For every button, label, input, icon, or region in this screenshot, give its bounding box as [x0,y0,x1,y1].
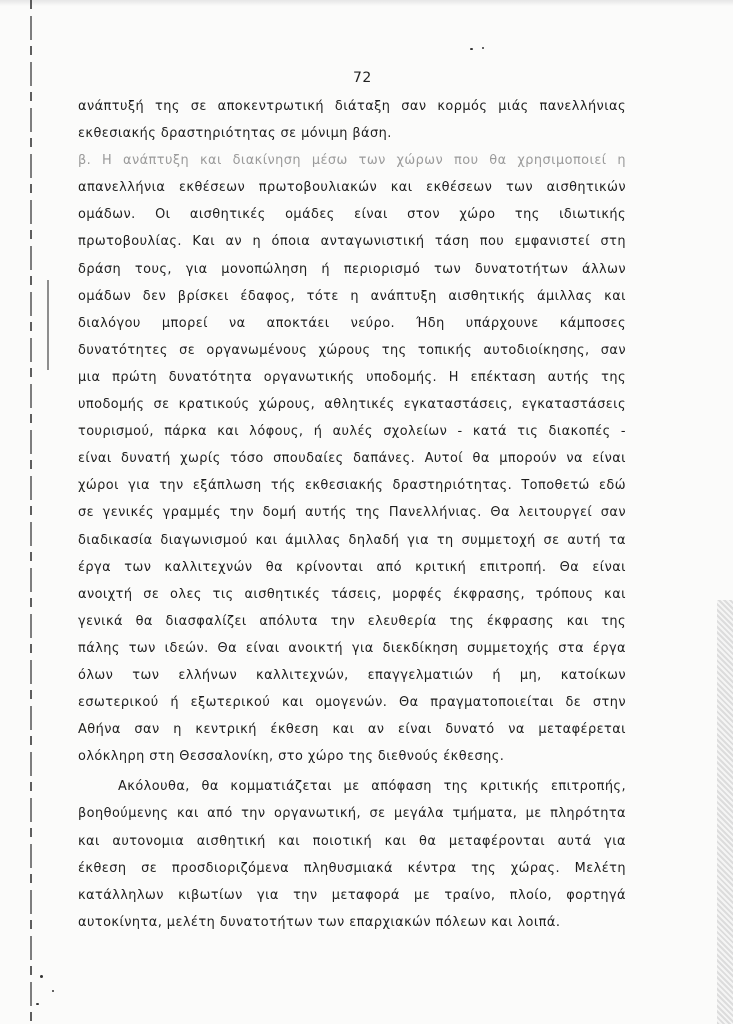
text-line: πάλης των ιδεών. Θα είναι ανοικτή για διεκδίκηση συμμετοχής στα έργα [78,640,626,656]
text-line: μια πρώτη δυνατότητα οργανωτικής υποδομής. Η επέκταση αυτής της [78,369,626,385]
text-line: ανάπτυξή της σε αποκεντρωτική διάταξη σαν κορμός μιάς πανελλήνιας [78,99,626,114]
scan-speck [470,48,473,50]
text-line: πρωτοβουλίας. Και αν η όποια ανταγωνιστική τάση που εμφανιστεί στη [78,234,626,250]
text-line: Ακόλουθα, θα κομματιάζεται με απόφαση της κριτικής επιτροπής, [118,779,626,795]
body-text [78,93,626,936]
text-line: ομάδων. Οι αισθητικές ομάδες είναι στον χώρο της ιδιωτικής [78,207,626,223]
scan-left-edge-artifact [30,0,32,1024]
text-line: αυτοκίνητα, μελέτη δυνατοτήτων των επαρχιακών πόλεων και λοιπά. [78,914,561,930]
text-line: γενικά θα διασφαλίζει απόλυτα την ελευθερία της έκφρασης και της [78,613,626,629]
scan-top-shadow [0,0,733,6]
text-line: εσωτερικού ή εξωτερικού και ομογενών. Θα πραγματοποιείται δε στην [78,695,626,711]
text-line: διαδικασία διαγωνισμού και άμιλλας δηλαδή για τη συμμετοχή σε αυτή τα [78,532,626,548]
text-line: είναι δυνατή χωρίς τόσο σπουδαίες δαπάνες. Αυτοί θα μπορούν να είναι [78,451,626,467]
text-line-faded: β. Η ανάπτυξη και διακίνηση μέσω των χώρων που θα χρησιμοποιεί η [78,153,626,169]
text-line: Αθήνα σαν η κεντρική έκθεση και αν είναι δυνατό να μεταφέρεται [78,722,626,738]
text-line: δράση τους, για μονοπώληση ή περιορισμό των δυνατοτήτων άλλων [78,261,626,277]
scan-left-mark-artifact [47,280,49,370]
text-line: εκθεσιακής δραστηριότητας σε μόνιμη βάση. [78,126,392,142]
text-line: και αυτονομια αισθητική και ποιοτική και θα μεταφέρονται αυτά για [78,833,626,849]
text-line: δυνατότητες σε οργανωμένους χώρους της τοπικής αυτοδιοίκησης, σαν [78,342,626,358]
text-line: έκθεση σε προσδιοριζόμενα πληθυσμιακά κέντρα της χώρας. Μελέτη [78,860,626,876]
text-line: διαλόγου μπορεί να αποκτάει νεύρο. Ήδη υπάρχουνε κάμποσες [78,315,626,331]
text-line: σε γενικές γραμμές την δομή αυτής της Πανελλήνιας. Θα λειτουργεί σαν [78,505,626,521]
scan-right-noise-artifact [717,600,733,1024]
text-line: ολόκληρη στη Θεσσαλονίκη, στο χώρο της διεθνούς έκθεσης. [78,749,505,765]
text-line: ομάδων δεν βρίσκει έδαφος, τότε η ανάπτυξη αισθητικής άμιλλας και [78,288,626,304]
text-line: απανελλήνια εκθέσεων πρωτοβουλιακών και εκθέσεων των αισθητικών [78,180,626,196]
text-line: ανοιχτή σε ολες τις αισθητικές τάσεις, μορφές έκφρασης, τρόπους και [78,586,626,602]
scan-speck [36,1003,39,1005]
scan-speck [40,975,43,978]
text-line: βοηθούμενης και από την οργανωτική, σε μεγάλα τμήματα, με πληρότητα [78,806,626,822]
text-line: χώροι για την εξάπλωση τής εκθεσιακής δραστηριότητας. Τοποθετώ εδώ [78,478,626,494]
text-line: υποδομής σε κρατικούς χώρους, αθλητικές εγκαταστάσεις, εγκαταστάσεις [78,397,626,413]
text-line: κατάλληλων κιβωτίων για την μεταφορά με τραίνο, πλοίο, φορτηγά [78,887,626,903]
text-line: έργα των καλλιτεχνών θα κρίνονται από κριτική επιτροπή. Θα είναι [78,559,626,575]
page-number: 72 [353,70,372,86]
text-line: τουρισμού, πάρκα και λόφους, ή αυλές σχολείων - κατά τις διακοπές - [78,424,626,440]
text-line: όλων των ελλήνων καλλιτεχνών, επαγγελματιών ή μη, κατοίκων [78,667,626,683]
scan-speck [482,47,484,49]
scan-speck [52,990,54,992]
